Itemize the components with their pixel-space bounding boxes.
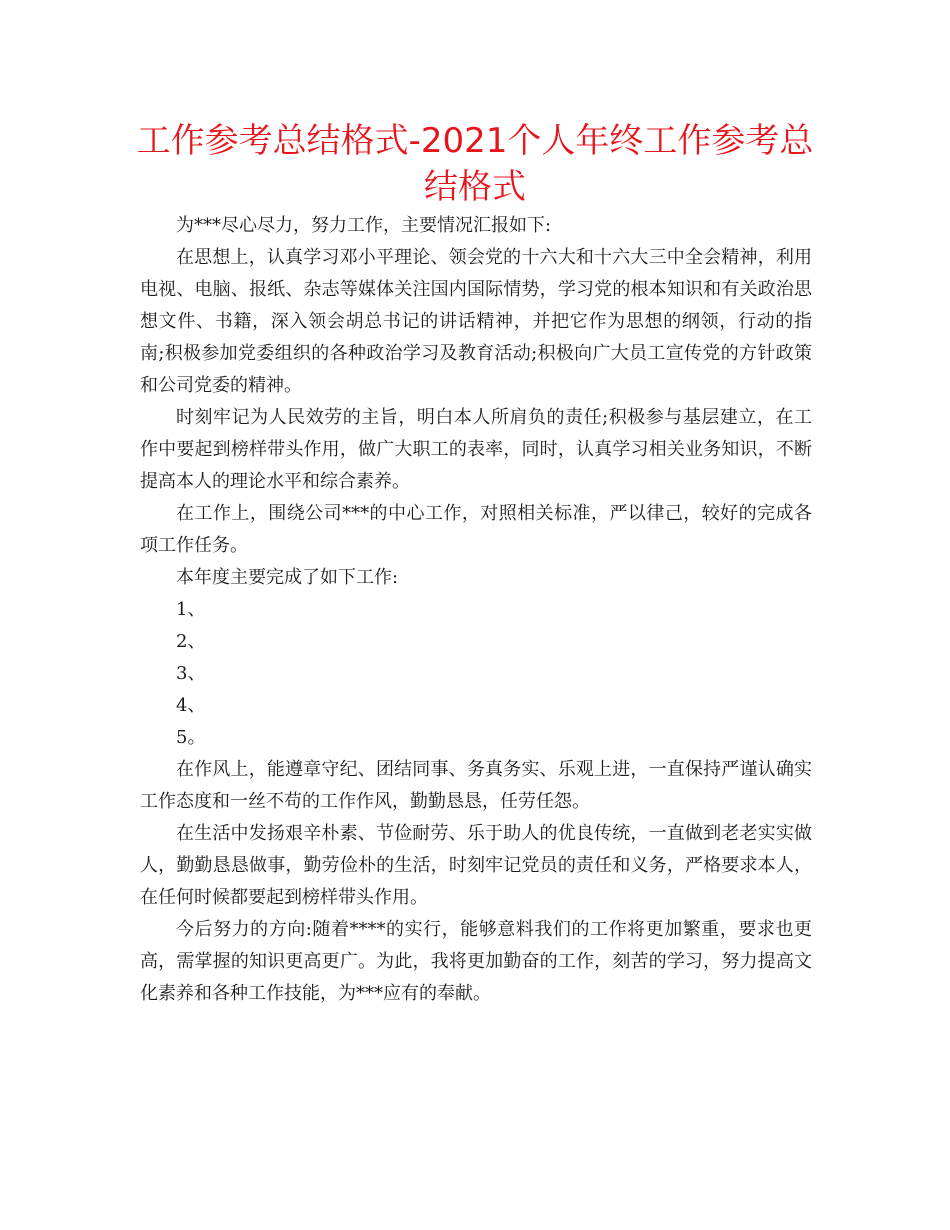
paragraph-life: 在生活中发扬艰辛朴素、节俭耐劳、乐于助人的优良传统，一直做到老老实实做人，勤勤恳恳做事，勤劳俭朴的生活，时刻牢记党员的责任和义务，严格要求本人，在任何时候都要起到榜样带头作用。 (140, 823, 812, 908)
paragraph-intro: 为***尽心尽力，努力工作，主要情况汇报如下: (176, 215, 552, 236)
paragraph-future: 今后努力的方向:随着****的实行，能够意料我们的工作将更加繁重，要求也更高，需掌握的知识更高更广。为此，我将更加勤奋的工作，刻苦的学习，努力提高文化素养和各种工作技能，为***应有的奉献。 (140, 919, 812, 1004)
paragraph-work: 在工作上，围绕公司***的中心工作，对照相关标准，严以律己，较好的完成各项工作任务。 (140, 503, 812, 556)
document-title: 工作参考总结格式-2021个人年终工作参考总结格式 (136, 121, 814, 207)
paragraph-completed-intro: 本年度主要完成了如下工作: (176, 567, 399, 588)
list-item-1: 1、 (176, 599, 206, 620)
paragraph-responsibility: 时刻牢记为人民效劳的主旨，明白本人所肩负的责任;积极参与基层建立，在工作中要起到榜样带头作用，做广大职工的表率，同时，认真学习相关业务知识，不断提高本人的理论水平和综合素养。 (140, 407, 812, 492)
paragraph-ideology: 在思想上，认真学习邓小平理论、领会党的十六大和十六大三中全会精神，利用电视、电脑、报纸、杂志等媒体关注国内国际情势，学习党的根本知识和有关政治思想文件、书籍，深入领会胡总书记的讲话精神，并把它作为思想的纲领，行动的指南;积极参加党委组织的各种政治学习及教育活动;积极向广大员工宣传党的方针政策和公司党委的精神。 (140, 247, 812, 396)
document-body (140, 210, 812, 1010)
paragraph-style: 在作风上，能遵章守纪、团结同事、务真务实、乐观上进，一直保持严谨认确实工作态度和一丝不苟的工作作风，勤勤恳恳，任劳任怨。 (140, 759, 812, 812)
list-item-2: 2、 (176, 631, 206, 652)
list-item-4: 4、 (176, 695, 206, 716)
list-item-5: 5。 (176, 727, 206, 748)
list-item-3: 3、 (176, 663, 206, 684)
